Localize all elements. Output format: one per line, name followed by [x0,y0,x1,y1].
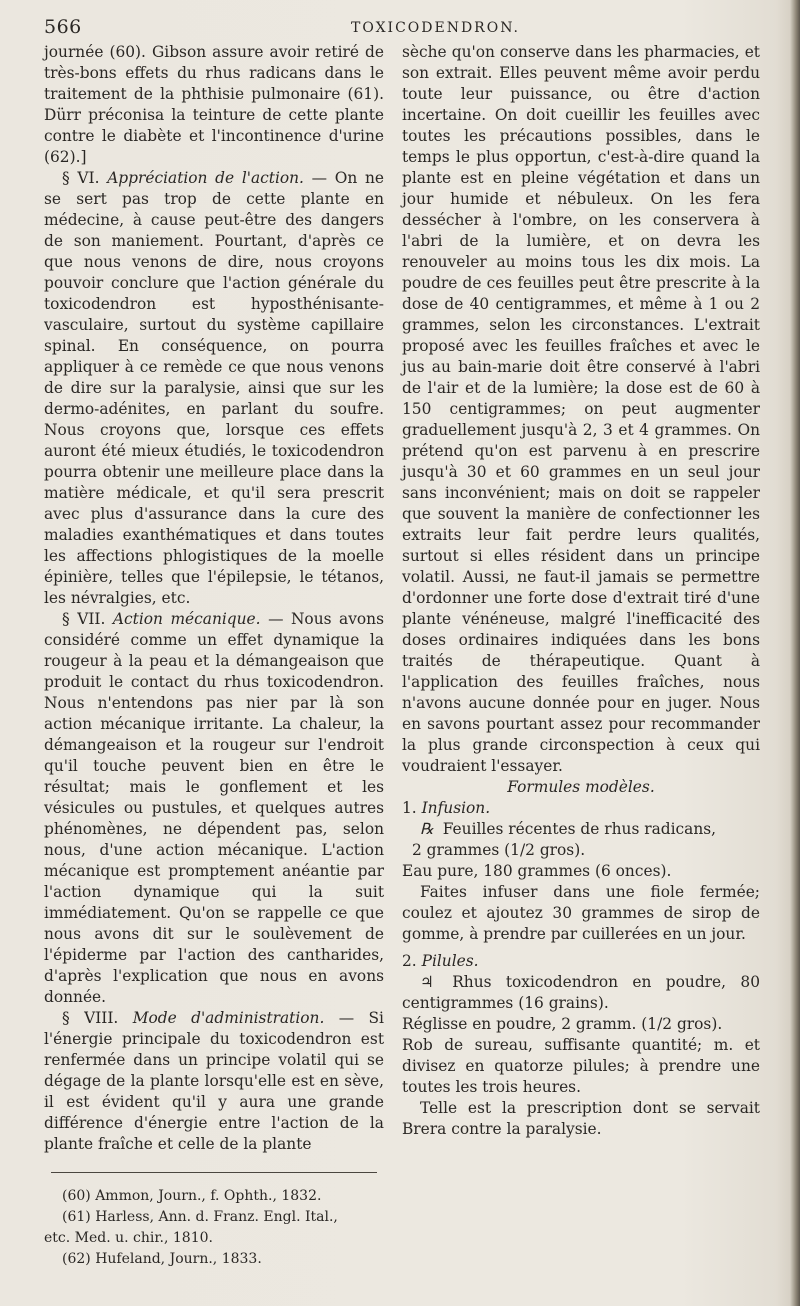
administration-paragraph: sèche qu'on conserve dans les pharmacies, et son extrait. Elles peuvent même avoir perdu toute leur puissance, ou être d'action incertaine. On doit cueillir les feuilles avec toutes les précautions possibles, dans le temps le plus opportun, c'est-à-dire quand la plante est en pleine végétation et dans un jour humide et nébuleux. On les fera dessécher à l'ombre, on les conservera à l'abri de la lumière, et on devra les renouveler au moins tous les dix mois. La poudre de ces feuilles peut être prescrite à la dose de 40 centigrammes, et même à 1 ou 2 grammes, selon les circonstances. L'extrait proposé avec les feuilles fraîches et avec le jus au bain-marie doit être conservé à l'abri de l'air et de la lumière; la dose est de 60 à 150 centigrammes; on peut augmenter graduellement jusqu'à 2, 3 et 4 grammes. On prétend qu'on est parvenu à en prescrire jusqu'à 30 et 60 grammes en un seul jour sans inconvénient; mais on doit se rappeler que souvent la manière de confectionner les extraits leur fait perdre leurs qualités, surtout si elles résident dans un principe volatil. Aussi, ne faut-il jamais se permettre d'ordonner une forte dose d'extrait tiré d'une plante vénéneuse, malgré l'inefficacité des doses ordinaires indiquées dans les bons traités de thérapeutique. Quant à l'application des feuilles fraîches, nous n'avons aucune donnée pour en juger. Nous en savons pourtant assez pour recommander la plus grande circonspection à ceux qui voudraient l'essayer. [402,43,760,775]
intro-paragraph: journée (60). Gibson assure avoir retiré de très-bons effets du rhus radicans dans le traitement de la phthisie pulmonaire (61). Dürr préconisa la teinture de cette plante contre le diabète et l'incontinence d'urine (62).] [44,43,384,166]
formula-1-line-1: Feuilles récentes de rhus radicans, [442,820,717,838]
formula-1-number: 1. [402,799,417,817]
formula-2-line-1: Rhus toxicodendron en poudre, 80 centigrammes (16 grains). [402,973,760,1012]
formula-1-line-4: Faites infuser dans une fiole fermée; coulez et ajoutez 30 grammes de sirop de gomme, à prendre par cuillerées en un jour. [402,883,760,943]
closing-paragraph: Telle est la prescription dont se servait Brera contre la paralysie. [402,1099,760,1138]
formula-2-title: Pilules. [421,952,479,970]
page-number: 566 [44,16,82,38]
formula-2-ingredient-1 [402,972,760,1014]
section-8-number: § VIII. [62,1009,119,1027]
formula-1-title: Infusion. [421,799,491,817]
formulas-heading: Formules modèles. [507,778,655,796]
section-8-title: Mode d'administration. [132,1009,325,1027]
formula-2-heading [402,951,760,972]
recipe-symbol-icon: ♃ [420,973,434,991]
section-6 [44,168,384,609]
footnote-divider [51,1172,377,1173]
section-6-text: — On ne se sert pas trop de cette plante en médecine, à cause peut-être des dangers de son maniement. Pourtant, d'après ce que nous venons de dire, nous croyons pouvoir conclure que l'action générale du toxicodendron est hyposthénisante-vasculaire, surtout du système capillaire spinal. En conséquence, on pourra appliquer à ce remède ce que nous venons de dire sur la paralysie, ainsi que sur les dermo-adénites, en parlant du soufre. Nous croyons que, lorsque ces effets auront été mieux étudiés, le toxicodendron pourra obtenir une meilleure place dans la matière médicale, et qu'il sera prescrit avec plus d'assurance dans la cure des maladies exanthématiques et dans toutes les affections phlogistiques de la moelle épinière, telles que l'épilepsie, le tétanos, les névralgies, etc. [44,169,384,607]
formula-2-line-3: Rob de sureau, suffisante quantité; m. et divisez en quatorze pilules; à prendre une toutes les trois heures. [402,1036,760,1096]
footnote-61-continued: etc. Med. u. chir., 1810. [44,1230,213,1246]
formula-1-ingredient-1 [402,819,760,840]
footnote-60: (60) Ammon, Journ., f. Ophth., 1832. [62,1188,322,1204]
formula-2-line-2: Réglisse en poudre, 2 gramm. (1/2 gros). [402,1015,723,1033]
footnote-61: (61) Harless, Ann. d. Franz. Engl. Ital., [62,1209,338,1225]
recipe-symbol-icon: ℞ [420,820,434,838]
section-7 [44,609,384,1008]
right-column [402,42,760,1140]
section-7-text: — Nous avons considéré comme un effet dynamique la rougeur à la peau et la démangeaison que produit le contact du rhus toxicodendron. Nous n'entendons pas nier par là son action mécanique irritante. La chaleur, la démangeaison et la rougeur sur l'endroit qu'il touche peuvent bien en être le résultat; mais le gonflement et les vésicules ou pustules, et quelques autres phénomènes, ne dépendent pas, selon nous, d'une action mécanique. L'action mécanique est promptement anéantie par l'action dynamique qui la suit immédiatement. Qu'on se rappelle ce que nous avons dit sur le soulèvement de l'épiderme par l'action des cantharides, d'après l'explication que nous en avons donnée. [44,610,384,1006]
formula-1-heading [402,798,760,819]
section-8-text: — Si l'énergie principale du toxicodendron est renfermée dans un principe volatil qui se dégage de la plante lorsqu'elle est en sève, il est évident qu'il y aura une grande différence d'énergie entre l'action de la plante fraîche et celle de la plante [44,1009,384,1153]
section-8 [44,1008,384,1155]
section-6-title: Appréciation de l'action. [107,169,304,187]
running-title: TOXICODENDRON. [351,20,520,36]
formula-1-line-2: 2 grammes (1/2 gros). [412,841,586,859]
footnotes [44,1186,384,1270]
formula-2-number: 2. [402,952,417,970]
page-edge-shadow [790,0,800,1306]
section-6-number: § VI. [62,169,100,187]
section-7-number: § VII. [62,610,106,628]
footnote-62: (62) Hufeland, Journ., 1833. [62,1251,262,1267]
section-7-title: Action mécanique. [112,610,261,628]
formula-1-line-3: Eau pure, 180 grammes (6 onces). [402,862,672,880]
left-column [44,42,384,1270]
